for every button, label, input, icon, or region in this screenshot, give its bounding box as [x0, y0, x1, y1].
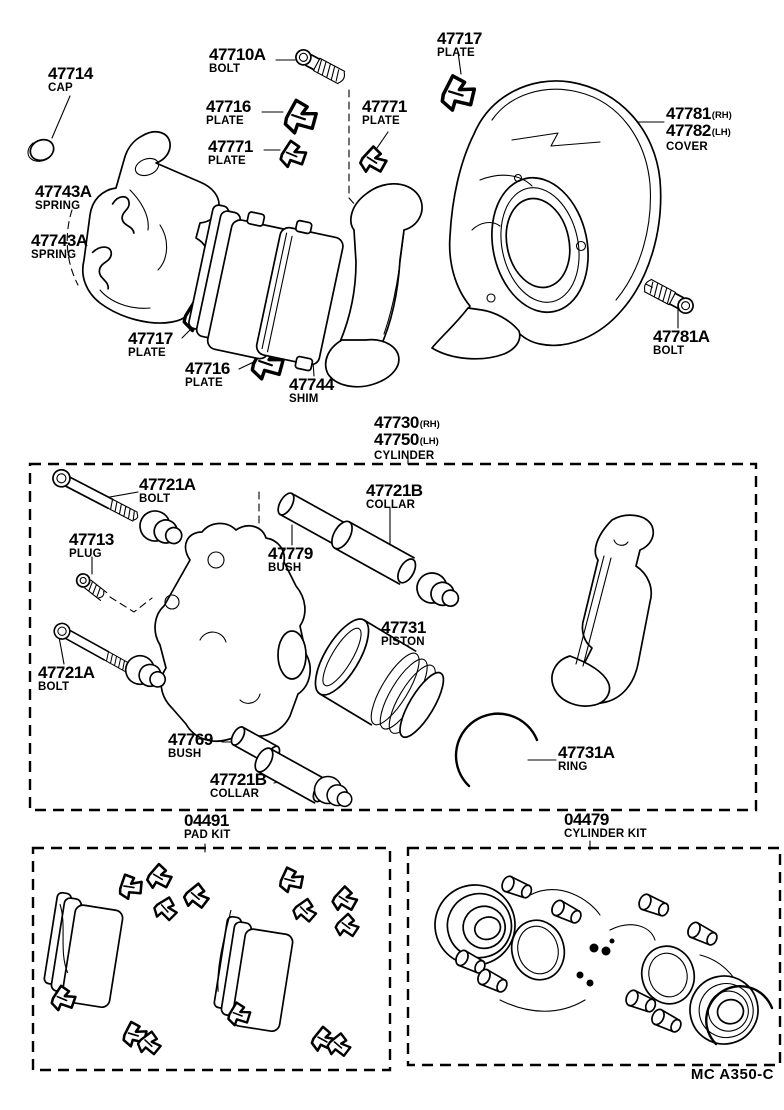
- part-number: 47769: [168, 730, 213, 749]
- part-number: 47743A: [31, 231, 88, 250]
- part-label-47721A: [139, 477, 196, 505]
- part-label-47716: [206, 99, 251, 127]
- pad-kit-contents-drawing: [41, 863, 360, 1058]
- part-number: 47717: [128, 329, 173, 348]
- part-label-47721B: [366, 483, 423, 511]
- part-number: 47771: [208, 137, 253, 156]
- part-description: PISTON: [381, 636, 425, 648]
- bolt-47710a-drawing: [293, 47, 347, 85]
- part-number: 47731A: [558, 743, 615, 762]
- part-label-47731: [381, 620, 426, 648]
- part-label-04491: [184, 813, 231, 841]
- dust-cover-drawing: [432, 81, 661, 359]
- diagram-code: MC A350-C: [690, 1066, 774, 1083]
- part-label-47771: [362, 99, 407, 127]
- part-number: 47716: [206, 97, 251, 116]
- part-description: BUSH: [168, 748, 202, 760]
- part-description: BOLT: [139, 493, 171, 505]
- part-description: CYLINDER KIT: [564, 828, 647, 840]
- part-label-47731A: [558, 745, 615, 773]
- part-description: SPRING: [35, 200, 81, 212]
- part-label-47716: [185, 361, 230, 389]
- part-description: PLATE: [206, 115, 244, 127]
- part-description: PLATE: [128, 347, 166, 359]
- part-number: 47710A: [209, 45, 266, 64]
- part-number: 47731: [381, 618, 426, 637]
- part-number: 47743A: [35, 182, 92, 201]
- ring-47731a-drawing: [456, 714, 537, 786]
- part-description: COLLAR: [366, 499, 416, 511]
- part-number: 04479: [564, 810, 609, 829]
- part-side-suffix: (RH): [711, 110, 732, 121]
- part-number: 47721A: [139, 475, 196, 494]
- part-side-suffix: (LH): [419, 436, 439, 447]
- part-side-suffix: (RH): [419, 419, 440, 430]
- part-description: BOLT: [38, 681, 70, 693]
- part-label-47717: [437, 31, 482, 59]
- bolt-47781a-drawing: [642, 278, 696, 316]
- part-label-47743A: [31, 233, 88, 261]
- part-label-47744: [289, 377, 334, 405]
- part-number: 47721B: [210, 770, 267, 789]
- plate-clip-47717-top-drawing: [438, 73, 477, 112]
- plate-clip-47771-left-drawing: [280, 140, 307, 167]
- caliper-bracket-right-drawing: [552, 515, 653, 706]
- part-label-47771: [208, 139, 253, 167]
- part-number: 47782: [666, 121, 711, 140]
- part-label-47710A: [209, 47, 266, 75]
- part-description: SPRING: [31, 249, 77, 261]
- part-label-47717: [128, 331, 173, 359]
- part-description: SHIM: [289, 393, 319, 405]
- part-description: PAD KIT: [184, 829, 231, 841]
- part-label-47714: [48, 66, 93, 94]
- part-label-47721B: [210, 772, 267, 800]
- part-number: 47721B: [366, 481, 423, 500]
- part-description: PLATE: [362, 115, 400, 127]
- piston-47731-drawing: [305, 611, 454, 748]
- part-label-47743A: [35, 184, 92, 212]
- part-label-47730-47750: [374, 415, 440, 462]
- plate-clip-47771-mid-drawing: [360, 145, 388, 173]
- part-description: CAP: [48, 82, 73, 94]
- part-number: 47779: [268, 544, 313, 563]
- part-description: COLLAR: [210, 788, 260, 800]
- part-description: PLATE: [437, 47, 475, 59]
- part-number: 47750: [374, 430, 419, 449]
- cap-drawing: [27, 136, 57, 164]
- boot-bush-top-drawing: [135, 506, 188, 553]
- part-label-47721A: [38, 665, 95, 693]
- part-number: 47717: [437, 29, 482, 48]
- part-number: 47716: [185, 359, 230, 378]
- part-description: PLUG: [69, 548, 102, 560]
- part-number: 47744: [289, 375, 334, 394]
- caliper-bracket-top-drawing: [326, 184, 422, 387]
- part-description: BUSH: [268, 562, 302, 574]
- plug-47713-drawing: [74, 571, 108, 601]
- part-number: 47781: [666, 104, 711, 123]
- part-description: PLATE: [185, 377, 223, 389]
- part-number: 47714: [48, 64, 93, 83]
- part-number: 47713: [69, 530, 114, 549]
- bolt-47721a-top-drawing: [50, 467, 141, 525]
- part-description: PLATE: [208, 155, 246, 167]
- part-description: CYLINDER: [374, 450, 435, 462]
- part-number: 47730: [374, 413, 419, 432]
- part-side-suffix: (LH): [711, 127, 731, 138]
- plate-clip-47716-top-drawing: [282, 98, 318, 134]
- part-description: BOLT: [653, 345, 685, 357]
- part-number: 47781A: [653, 327, 710, 346]
- part-description: BOLT: [209, 63, 241, 75]
- brake-pads-drawing: [184, 204, 346, 372]
- boot-bush-collar-drawing: [412, 568, 465, 616]
- part-number: 47721A: [38, 663, 95, 682]
- part-label-47781A: [653, 329, 710, 357]
- part-number: 47771: [362, 97, 407, 116]
- cylinder-kit-contents-drawing: [425, 875, 772, 1051]
- part-label-47779: [268, 546, 313, 574]
- part-number: 04491: [184, 811, 229, 830]
- part-label-47713: [69, 532, 114, 560]
- part-description: COVER: [666, 141, 708, 153]
- part-label-47781-47782: [666, 106, 732, 153]
- part-label-04479: [564, 812, 647, 840]
- part-label-47769: [168, 732, 213, 760]
- part-description: RING: [558, 761, 588, 773]
